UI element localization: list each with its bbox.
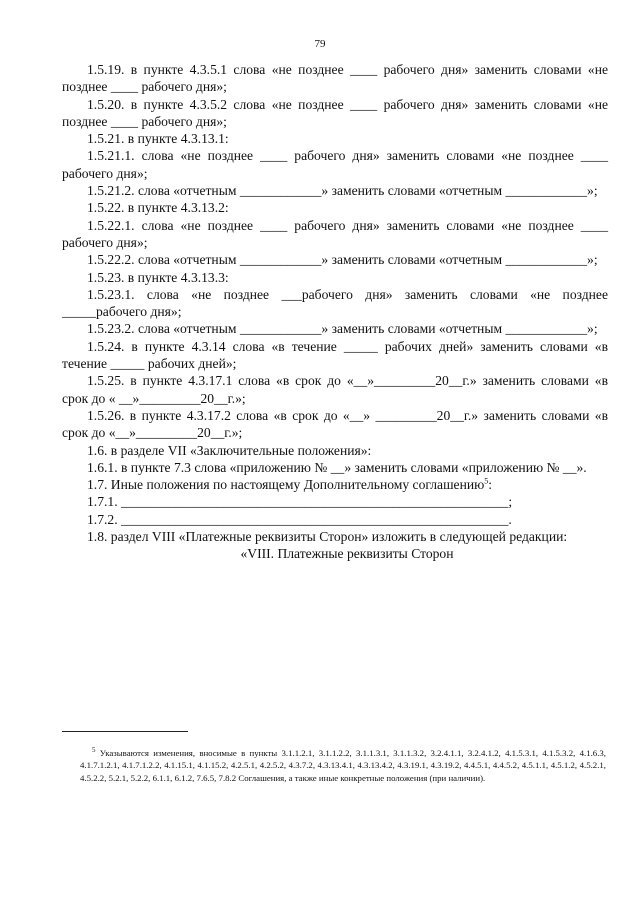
clause-1-7-text: 1.7. Иные положения по настоящему Дополнительному соглашению	[87, 477, 485, 493]
clause-1-5-24: 1.5.24. в пункте 4.3.14 слова «в течение _____ рабочих дней» заменить словами «в течение _____ рабочих дней»;	[62, 338, 608, 372]
clause-1-7-colon: :	[488, 477, 493, 493]
clause-1-5-22: 1.5.22. в пункте 4.3.13.2:	[87, 200, 229, 216]
clause-1-5-23-1: 1.5.23.1. слова «не позднее ___рабочего дня» заменить словами «не позднее _____рабочего дня»;	[62, 286, 608, 320]
clause-1-5-23: 1.5.23. в пункте 4.3.13.3:	[87, 269, 229, 285]
clause-1-5-22-1: 1.5.22.1. слова «не позднее ____ рабочего дня» заменить словами «не позднее ____ рабочего дня»;	[62, 217, 608, 250]
clause-1-5-19: 1.5.19. в пункте 4.3.5.1 слова «не позднее ____ рабочего дня» заменить словами «не позднее ____ рабочего дня»;	[62, 62, 608, 95]
clause-1-5-21: 1.5.21. в пункте 4.3.13.1:	[87, 131, 229, 147]
clause-1-5-22-2: 1.5.22.2. слова «отчетным ____________» заменить словами «отчетным ____________»;	[87, 252, 598, 268]
clause-1-7-2: 1.7.2. _________________________________________________________.	[87, 511, 512, 527]
footnote-mark: 5	[92, 746, 96, 755]
footnote-text: Указываются изменения, вносимые в пункты 3.1.1.2.1, 3.1.1.2.2, 3.1.1.3.1, 3.1.1.3.2, 3.2.4.1.1, 3.2.4.1.2, 4.1.5.3.1, 4.1.5.3.2, 4.1.6.3, 4.1.7.1.2.1, 4.1.7.1.2.2, 4.1.15.1, 4.1.15.2, 4.2.5.1, 4.2.5.2, 4.3.7.2, 4.3.13.4.1, 4.3.13.4.2, 4.3.19.1, 4.3.19.2, 4.4.5.1, 4.4.5.2, 4.5.1.1, 4.5.1.2, 4.5.2.1, 4.5.2.2, 5.2.1, 5.2.2, 6.1.1, 6.1.2, 7.6.5, 7.8.2 Соглашения, а также иные конкретные положения (при наличии).	[80, 748, 606, 783]
clause-1-6: 1.6. в разделе VII «Заключительные положения»:	[87, 442, 372, 458]
clause-1-7-1: 1.7.1. _________________________________________________________;	[87, 494, 513, 510]
document-body	[62, 61, 608, 563]
clause-1-5-23-2: 1.5.23.2. слова «отчетным ____________» заменить словами «отчетным ____________»;	[87, 321, 598, 337]
clause-1-7	[62, 476, 608, 493]
clause-1-5-20: 1.5.20. в пункте 4.3.5.2 слова «не позднее ____ рабочего дня» заменить словами «не позднее ____ рабочего дня»;	[62, 96, 608, 129]
clause-1-6-1: 1.6.1. в пункте 7.3 слова «приложению № __» заменить словами «приложению № __».	[87, 459, 587, 475]
page-number: 79	[314, 38, 326, 50]
clause-1-5-25: 1.5.25. в пункте 4.3.17.1 слова «в срок до «__»_________20__г.» заменить словами «в срок до « __»_________20__г.»;	[62, 373, 608, 406]
footnote-reference: 5	[484, 476, 489, 486]
clause-1-5-21-1: 1.5.21.1. слова «не позднее ____ рабочего дня» заменить словами «не позднее ____ рабочего дня»;	[62, 148, 608, 181]
footnote	[80, 747, 606, 784]
clause-1-5-26: 1.5.26. в пункте 4.3.17.2 слова «в срок до «__» _________20__г.» заменить словами «в срок до «__»_________20__г.»;	[62, 407, 608, 441]
clause-1-8: 1.8. раздел VIII «Платежные реквизиты Сторон» изложить в следующей редакции:	[87, 529, 568, 545]
footnote-divider	[62, 731, 188, 732]
section-heading: «VIII. Платежные реквизиты Сторон	[240, 546, 454, 562]
clause-1-5-21-2: 1.5.21.2. слова «отчетным ____________» заменить словами «отчетным ____________»;	[87, 183, 598, 199]
